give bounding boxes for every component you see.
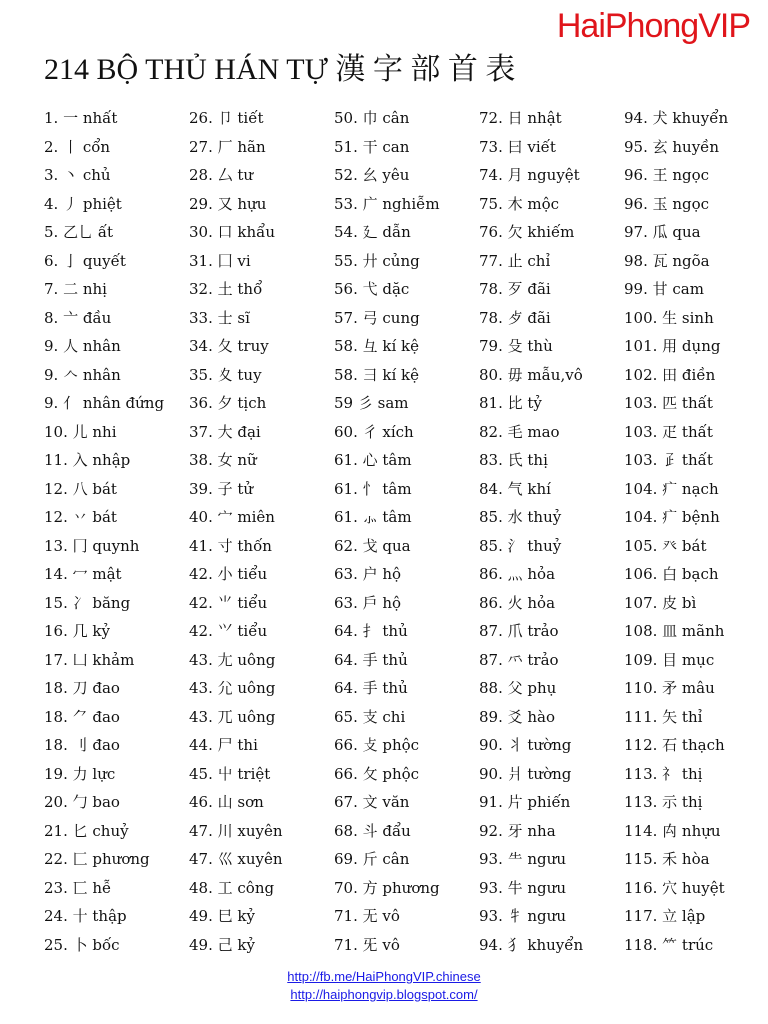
radical-entry: 65. 支 chi	[334, 707, 406, 726]
radical-entry: 64. 手 thủ	[334, 650, 408, 669]
radical-entry: 40. 宀 miên	[189, 508, 275, 526]
radical-entry: 39. 子 tử	[189, 479, 254, 498]
radical-entry: 90. 爿 tường	[479, 764, 572, 783]
footer-links	[0, 968, 768, 1004]
radical-entry: 103. 匹 thất	[624, 394, 713, 412]
radical-entry: 61. 忄 tâm	[334, 479, 412, 498]
radical-table	[44, 104, 764, 962]
radical-entry: 81. 比 tỷ	[479, 394, 542, 412]
radical-entry: 3. 丶 chủ	[44, 166, 111, 184]
radical-entry: 107. 皮 bì	[624, 593, 697, 612]
radical-entry: 1. 一 nhất	[44, 109, 118, 127]
radical-entry: 11. 入 nhập	[44, 451, 131, 469]
radical-entry: 98. 瓦 ngõa	[624, 251, 710, 270]
radical-entry: 63. 户 hộ	[334, 565, 402, 583]
radical-entry: 83. 氏 thị	[479, 451, 548, 469]
radical-entry: 63. 戶 hộ	[334, 593, 402, 612]
radical-entry: 26. 卩 tiết	[189, 109, 264, 127]
radical-entry: 23. 匸 hễ	[44, 878, 112, 897]
radical-entry: 93. ⺧ ngưu	[479, 850, 566, 868]
page-title: 214 BỘ THỦ HÁN TỰ 漢 字 部 首 表	[44, 53, 516, 86]
radical-entry: 33. 士 sĩ	[189, 308, 250, 327]
radical-entry: 71. 无 vô	[334, 907, 400, 925]
radical-entry: 84. 气 khí	[479, 479, 551, 498]
radical-entry: 42. ⺍ tiểu	[189, 622, 268, 640]
radical-entry: 113. 礻 thị	[624, 764, 703, 783]
radical-entry: 88. 父 phụ	[479, 679, 557, 697]
radical-entry: 24. 十 thập	[44, 907, 127, 925]
radical-entry: 92. 牙 nha	[479, 821, 556, 840]
radical-entry: 15. 冫 băng	[44, 593, 131, 612]
radical-entry: 50. 巾 cân	[334, 109, 410, 127]
radical-entry: 67. 文 văn	[334, 793, 410, 811]
radical-entry: 68. 斗 đẩu	[334, 821, 411, 840]
radical-entry: 29. 又 hựu	[189, 194, 267, 213]
radical-entry: 69. 斤 cân	[334, 850, 410, 868]
radical-entry: 117. 立 lập	[624, 907, 706, 925]
radical-entry: 57. 弓 cung	[334, 308, 420, 327]
radical-entry: 109. 目 mục	[624, 650, 715, 669]
brand-watermark: HaiPhongVIP	[556, 7, 750, 45]
radical-entry: 9. 亻 nhân đứng	[44, 394, 165, 412]
radical-entry: 47. 川 xuyên	[189, 821, 283, 840]
radical-entry: 100. 生 sinh	[624, 308, 714, 327]
radical-entry: 58. 彑 kí kệ	[334, 337, 420, 355]
radical-entry: 49. 巳 kỷ	[189, 907, 255, 925]
radical-entry: 90. 丬 tường	[479, 736, 572, 754]
radical-entry: 2. 丨 cổn	[44, 137, 111, 156]
radical-entry: 93. 牜 ngưu	[479, 907, 566, 925]
radical-entry: 20. 勹 bao	[44, 793, 120, 811]
radical-entry: 95. 玄 huyền	[624, 137, 720, 156]
radical-entry: 96. 王 ngọc	[624, 166, 710, 184]
radical-entry: 43. 尢 uông	[189, 650, 276, 669]
radical-entry: 73. 曰 viết	[479, 137, 556, 156]
radical-entry: 46. 山 sơn	[189, 793, 264, 811]
radical-entry: 102. 田 điền	[624, 365, 716, 384]
radical-entry: 27. 厂 hãn	[189, 137, 266, 156]
radical-entry: 12. 丷 bát	[44, 508, 117, 526]
radical-entry: 66. 攵 phộc	[334, 764, 420, 783]
radical-entry: 111. 矢 thỉ	[624, 707, 703, 726]
radical-entry: 103. 𤴔 thất	[624, 451, 713, 469]
radical-entry: 14. 冖 mật	[44, 565, 122, 583]
radical-entry: 41. 寸 thốn	[189, 536, 272, 555]
radical-entry: 37. 大 đại	[189, 422, 261, 441]
radical-entry: 82. 毛 mao	[479, 422, 560, 441]
radical-entry: 79. 殳 thù	[479, 337, 553, 355]
radical-entry: 18. 刀 đao	[44, 679, 120, 697]
radical-entry: 115. 禾 hòa	[624, 850, 710, 868]
radical-entry: 48. 工 công	[189, 878, 275, 897]
radical-entry: 61. ⺗ tâm	[334, 508, 412, 526]
radical-entry: 78. 歹 đãi	[479, 280, 551, 298]
radical-entry: 75. 木 mộc	[479, 194, 560, 213]
radical-entry: 19. 力 lực	[44, 764, 116, 783]
radical-entry: 21. 匕 chuỷ	[44, 821, 129, 840]
radical-entry: 94. 犭 khuyển	[479, 935, 584, 954]
radical-entry: 44. 尸 thi	[189, 736, 258, 754]
radical-entry: 17. 凵 khảm	[44, 650, 135, 669]
radical-entry: 6. 亅 quyết	[44, 251, 126, 270]
radical-entry: 12. 八 bát	[44, 479, 117, 498]
radical-entry: 110. 矛 mâu	[624, 679, 715, 697]
radical-entry: 61. 心 tâm	[334, 451, 412, 469]
radical-entry: 22. 匚 phương	[44, 850, 150, 868]
radical-entry: 51. 干 can	[334, 137, 410, 156]
radical-entry: 96. 玉 ngọc	[624, 194, 710, 213]
radical-column	[624, 104, 768, 959]
radical-entry: 4. 丿 phiệt	[44, 194, 122, 213]
radical-entry: 71. 旡 vô	[334, 935, 400, 954]
radical-entry: 85. 水 thuỷ	[479, 508, 562, 526]
radical-entry: 47. 巛 xuyên	[189, 850, 283, 868]
radical-entry: 77. 止 chỉ	[479, 251, 551, 270]
radical-entry: 85. 氵 thuỷ	[479, 536, 562, 555]
radical-entry: 94. 犬 khuyển	[624, 109, 729, 127]
radical-entry: 38. 女 nữ	[189, 451, 257, 469]
radical-entry: 35. 夊 tuy	[189, 365, 262, 384]
radical-entry: 53. 广 nghiễm	[334, 194, 440, 213]
radical-entry: 113. 示 thị	[624, 793, 703, 811]
radical-entry: 116. 穴 huyệt	[624, 878, 725, 897]
radical-entry: 114. 禸 nhựu	[624, 821, 721, 840]
radical-entry: 62. 戈 qua	[334, 536, 411, 555]
radical-entry: 28. 厶 tư	[189, 166, 254, 184]
radical-entry: 58. 彐 kí kệ	[334, 365, 420, 384]
radical-entry: 76. 欠 khiếm	[479, 223, 575, 241]
radical-column	[189, 104, 335, 959]
radical-entry: 78. 歺 đãi	[479, 308, 551, 327]
radical-column	[334, 104, 480, 959]
radical-entry: 60. 彳 xích	[334, 422, 414, 441]
radical-entry: 101. 用 dụng	[624, 337, 721, 355]
radical-entry: 8. 亠 đầu	[44, 308, 112, 327]
radical-entry: 87. ⺤ trảo	[479, 650, 559, 669]
radical-entry: 16. 几 kỷ	[44, 622, 110, 640]
radical-entry: 104. 疒 bệnh	[624, 508, 720, 526]
radical-column	[44, 104, 190, 959]
radical-entry: 105. 癶 bát	[624, 536, 707, 555]
radical-entry: 103. 疋 thất	[624, 422, 713, 441]
radical-entry: 104. 疒 nạch	[624, 479, 719, 498]
radical-entry: 34. 夂 truy	[189, 337, 269, 355]
radical-entry: 54. 廴 dẫn	[334, 223, 411, 241]
radical-entry: 25. 卜 bốc	[44, 935, 120, 954]
radical-entry: 30. 口 khẩu	[189, 223, 275, 241]
radical-entry: 10. 儿 nhi	[44, 422, 117, 441]
radical-entry: 64. 手 thủ	[334, 679, 408, 697]
radical-entry: 49. 己 kỷ	[189, 935, 255, 954]
radical-entry: 7. 二 nhị	[44, 280, 107, 298]
radical-entry: 66. 攴 phộc	[334, 736, 420, 754]
radical-entry: 56. 弋 dặc	[334, 280, 410, 298]
radical-entry: 74. 月 nguyệt	[479, 166, 580, 184]
radical-entry: 80. 毋 mẫu,vô	[479, 365, 583, 384]
radical-entry: 18. 刂 đao	[44, 736, 120, 754]
radical-entry: 5. 乙乚 ất	[44, 223, 114, 241]
radical-entry: 72. 日 nhật	[479, 109, 562, 127]
radical-entry: 64. 扌 thủ	[334, 622, 408, 640]
radical-entry: 9. 𠆢 nhân	[44, 365, 121, 384]
radical-entry: 13. 冂 quynh	[44, 536, 140, 555]
radical-entry: 93. 牛 ngưu	[479, 878, 566, 897]
radical-entry: 89. 爻 hào	[479, 707, 556, 726]
radical-entry: 108. 皿 mãnh	[624, 622, 725, 640]
radical-entry: 55. 廾 củng	[334, 251, 420, 270]
radical-entry: 42. 小 tiểu	[189, 565, 268, 583]
radical-entry: 9. 人 nhân	[44, 337, 121, 355]
radical-entry: 32. 土 thổ	[189, 280, 263, 298]
radical-entry: 86. 火 hỏa	[479, 593, 556, 612]
radical-entry: 43. 兀 uông	[189, 707, 276, 726]
radical-entry: 118. ⺮ trúc	[624, 935, 714, 954]
radical-entry: 97. 瓜 qua	[624, 223, 701, 241]
facebook-link[interactable]: http://fb.me/HaiPhongVIP.chinese	[287, 969, 481, 984]
radical-entry: 59 彡 sam	[334, 394, 409, 412]
radical-entry: 42. ⺌ tiểu	[189, 593, 268, 612]
radical-entry: 99. 甘 cam	[624, 280, 704, 298]
blog-link[interactable]: http://haiphongvip.blogspot.com/	[290, 987, 478, 1002]
radical-entry: 45. 屮 triệt	[189, 764, 271, 783]
radical-entry: 112. 石 thạch	[624, 736, 725, 754]
radical-entry: 87. 爪 trảo	[479, 622, 559, 640]
radical-entry: 43. 尣 uông	[189, 679, 276, 697]
radical-entry: 36. 夕 tịch	[189, 394, 267, 412]
radical-column	[479, 104, 625, 959]
radical-entry: 18. ⺈ đao	[44, 707, 120, 726]
radical-entry: 86. 灬 hỏa	[479, 565, 556, 583]
radical-entry: 106. 白 bạch	[624, 565, 719, 583]
radical-entry: 31. 囗 vi	[189, 251, 251, 270]
radical-entry: 52. 幺 yêu	[334, 166, 410, 184]
radical-entry: 91. 片 phiến	[479, 793, 571, 811]
radical-entry: 70. 方 phương	[334, 878, 440, 897]
